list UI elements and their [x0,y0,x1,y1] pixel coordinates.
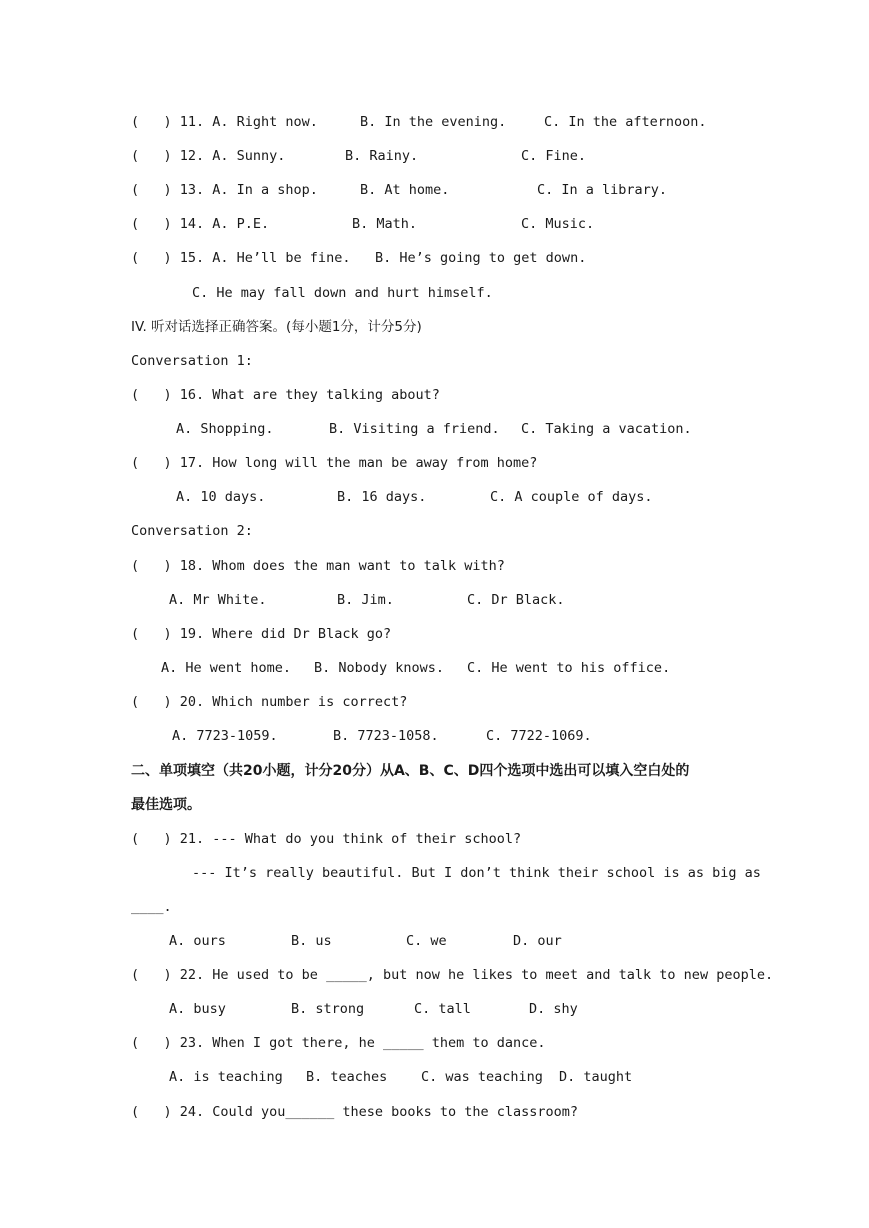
question-21: ( ) 21. --- What do you think of their school? [131,831,522,847]
question-23: ( ) 23. When I got there, he _____ them to dance. [131,1035,546,1051]
option-a: A. busy [169,1001,226,1017]
section-heading: IV. 听对话选择正确答案。(每小题1分，计分5分) [131,319,422,335]
option-b: B. 16 days. [337,489,427,505]
option-b: B. In the evening. [360,114,507,130]
option-c: C. was teaching [421,1069,543,1085]
question-24: ( ) 24. Could you______ these books to the classroom? [131,1104,579,1120]
option-b: B. He’s going to get down. [375,250,587,266]
option-d: D. taught [559,1069,633,1085]
option-d: D. shy [529,1001,578,1017]
option-c: C. Music. [521,216,595,232]
option-a: A. ours [169,933,226,949]
option-b: B. 7723-1058. [333,728,439,744]
question-20: ( ) 20. Which number is correct? [131,694,408,710]
option-c: C. 7722-1069. [486,728,592,744]
option-c: C. He went to his office. [467,660,671,676]
question-19: ( ) 19. Where did Dr Black go? [131,626,392,642]
question-18: ( ) 18. Whom does the man want to talk with? [131,558,505,574]
option-b: B. us [291,933,332,949]
option-a: A. is teaching [169,1069,283,1085]
option-c: C. Dr Black. [467,592,565,608]
option-c: C. In the afternoon. [544,114,707,130]
question-17: ( ) 17. How long will the man be away from home? [131,455,538,471]
option-b: B. Visiting a friend. [329,421,500,437]
option-c: C. Fine. [521,148,587,164]
option-a: A. Shopping. [176,421,274,437]
option-b: B. Jim. [337,592,394,608]
question-22: ( ) 22. He used to be _____, but now he likes to meet and talk to new people. [131,967,774,983]
option-c: C. In a library. [537,182,668,198]
option-c: C. A couple of days. [490,489,653,505]
option-b: B. At home. [360,182,450,198]
question-21-reply: --- It’s really beautiful. But I don’t think their school is as big as [192,865,761,881]
section-heading-cont: 最佳选项。 [131,797,201,813]
option-b: B. Rainy. [345,148,419,164]
question-12: ( ) 12. A. Sunny. [131,148,286,164]
option-a: A. Mr White. [169,592,267,608]
section-heading: 二、单项填空（共20小题，计分20分）从A、B、C、D四个选项中选出可以填入空白处的 [131,763,690,779]
question-13: ( ) 13. A. In a shop. [131,182,318,198]
question-11: ( ) 11. A. Right now. [131,114,318,130]
question-15: ( ) 15. A. He’ll be fine. [131,250,351,266]
option-b: B. teaches [306,1069,388,1085]
conversation-label: Conversation 2: [131,523,253,539]
question-16: ( ) 16. What are they talking about? [131,387,440,403]
option-c: C. Taking a vacation. [521,421,692,437]
option-a: A. 10 days. [176,489,266,505]
option-c: C. He may fall down and hurt himself. [192,285,493,301]
question-14: ( ) 14. A. P.E. [131,216,270,232]
option-b: B. strong [291,1001,365,1017]
option-a: A. He went home. [161,660,292,676]
option-d: D. our [513,933,562,949]
option-c: C. we [406,933,447,949]
question-21-blank: ____. [131,899,172,915]
option-c: C. tall [414,1001,471,1017]
option-b: B. Math. [352,216,418,232]
option-b: B. Nobody knows. [314,660,445,676]
option-a: A. 7723-1059. [172,728,278,744]
conversation-label: Conversation 1: [131,353,253,369]
